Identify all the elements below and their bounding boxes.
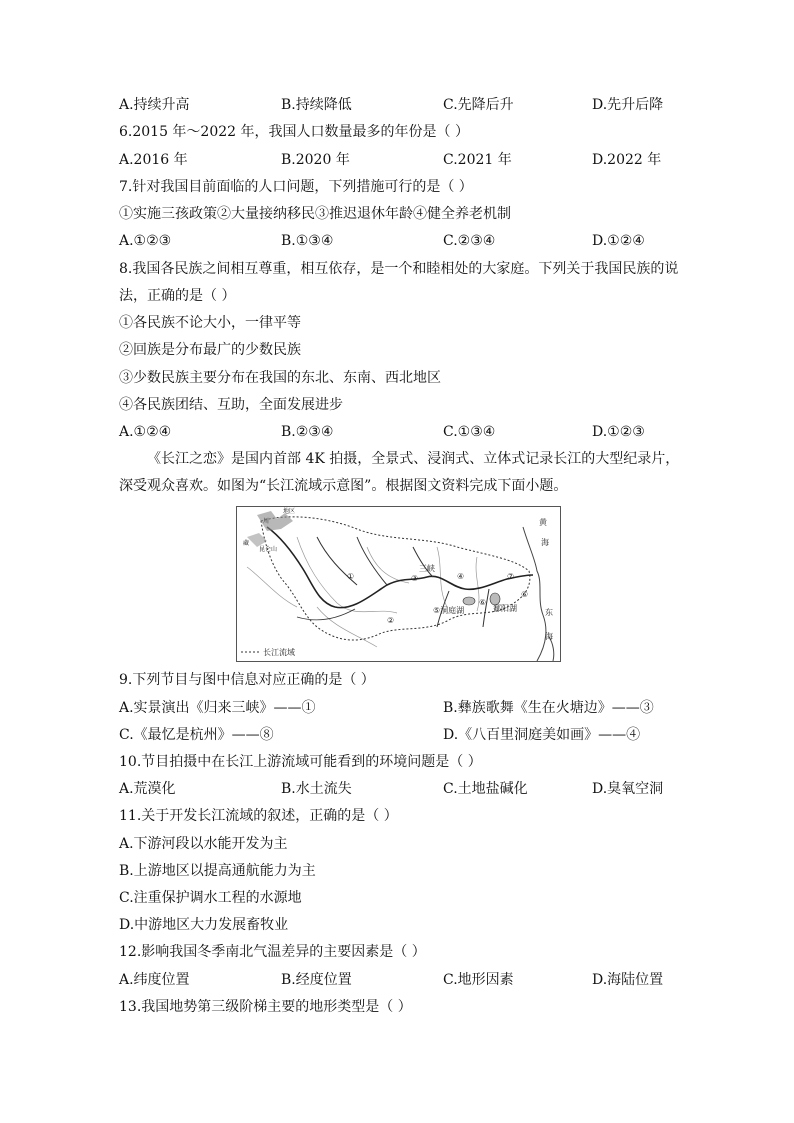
q6-option-d: D.2022 年 bbox=[592, 152, 662, 168]
q7-option-c: C.②③④ bbox=[443, 233, 496, 249]
q11-option-b: B.上游地区以提高通航能力为主 bbox=[119, 863, 316, 879]
q8-statement-1: ①各民族不论大小，一律平等 bbox=[119, 315, 301, 331]
passage-line1: 《长江之恋》是国内首部 4K 拍摄，全景式、浸润式、立体式记录长江的大型纪录片， bbox=[147, 451, 680, 467]
q12-option-b: B.经度位置 bbox=[281, 972, 352, 988]
q12-option-a: A.纬度位置 bbox=[119, 972, 190, 988]
map-label-6b: ⑥ bbox=[521, 590, 529, 599]
q6-option-c: C.2021 年 bbox=[443, 152, 512, 168]
map-label-small2: 藏 bbox=[243, 540, 250, 547]
q11-option-c: C.注重保护调水工程的水源地 bbox=[119, 890, 302, 906]
q10-option-a: A.荒漠化 bbox=[119, 781, 176, 797]
map-label-small1: 川 bbox=[263, 518, 270, 525]
q5-option-d: D.先升后降 bbox=[592, 97, 664, 113]
map-label-7: ⑦ bbox=[507, 572, 515, 581]
map-label-poyang: 鄱阳湖 bbox=[493, 604, 517, 613]
q7-option-d: D.①②④ bbox=[592, 233, 645, 249]
q8-option-d: D.①②③ bbox=[592, 424, 645, 440]
map-label-hai1: 海 bbox=[541, 538, 549, 547]
q6-option-a: A.2016 年 bbox=[119, 152, 188, 168]
map-label-4: ④ bbox=[457, 572, 465, 581]
q8-stem-line2: 法，正确的是（ ） bbox=[119, 288, 236, 304]
map-label-6a: ⑥ bbox=[479, 598, 487, 607]
q12-option-c: C.地形因素 bbox=[443, 972, 514, 988]
q8-stem-line1: 8.我国各民族之间相互尊重，相互依存，是一个和睦相处的大家庭。下列关于我国民族的说 bbox=[119, 261, 679, 277]
q11-stem: 11.关于开发长江流域的叙述，正确的是（ ） bbox=[119, 808, 398, 824]
q7-option-a: A.①②③ bbox=[119, 233, 172, 249]
map-label-sanxia: 三峡 bbox=[419, 564, 435, 573]
q10-stem: 10.节目拍摄中在长江上游流域可能看到的环境问题是（ ） bbox=[119, 754, 482, 770]
map-label-1: ① bbox=[347, 572, 355, 581]
passage-line2: 深受观众喜欢。如图为“长江流域示意图”。根据图文资料完成下面小题。 bbox=[119, 478, 568, 494]
q10-option-d: D.臭氧空洞 bbox=[592, 781, 664, 797]
q9-option-b: B.彝族歌舞《生在火塘边》——③ bbox=[443, 700, 654, 716]
q6-option-b: B.2020 年 bbox=[281, 152, 350, 168]
q11-option-d: D.中游地区大力发展畜牧业 bbox=[119, 917, 289, 933]
q8-option-b: B.②③④ bbox=[281, 424, 334, 440]
map-label-2: ② bbox=[387, 616, 395, 625]
q10-option-c: C.土地盐碱化 bbox=[443, 781, 528, 797]
map-label-3: ③ bbox=[411, 574, 419, 583]
q10-option-b: B.水土流失 bbox=[281, 781, 352, 797]
q5-option-c: C.先降后升 bbox=[443, 97, 514, 113]
q9-option-d: D.《八百里洞庭美如画》——④ bbox=[443, 727, 641, 743]
q9-option-c: C.《最忆是杭州》——⑧ bbox=[119, 727, 274, 743]
q9-option-a: A.实景演出《归来三峡》——① bbox=[119, 700, 316, 716]
q8-option-a: A.①②④ bbox=[119, 424, 172, 440]
q5-option-b: B.持续降低 bbox=[281, 97, 352, 113]
q13-stem: 13.我国地势第三级阶梯主要的地形类型是（ ） bbox=[119, 999, 412, 1015]
q5-option-a: A.持续升高 bbox=[119, 97, 190, 113]
q12-option-d: D.海陆位置 bbox=[592, 972, 664, 988]
yangtze-basin-map bbox=[236, 506, 561, 662]
map-label-dongting: ⑤洞庭湖 bbox=[433, 606, 465, 615]
q8-statement-2: ②回族是分布最广的少数民族 bbox=[119, 342, 301, 358]
q12-stem: 12.影响我国冬季南北气温差异的主要因素是（ ） bbox=[119, 944, 426, 960]
map-legend-label: 长江流域 bbox=[263, 648, 295, 657]
q8-statement-3: ③少数民族主要分布在我国的东北、东南、西北地区 bbox=[119, 370, 441, 386]
map-label-dong: 东 bbox=[545, 608, 553, 617]
q7-stem: 7.针对我国目前面临的人口问题，下列措施可行的是（ ） bbox=[119, 179, 473, 195]
q11-option-a: A.下游河段以水能开发为主 bbox=[119, 836, 288, 852]
q8-option-c: C.①③④ bbox=[443, 424, 496, 440]
map-label-hai2: 海 bbox=[545, 632, 553, 641]
map-label-small3: 昆仑山 bbox=[259, 546, 278, 553]
map-label-diqu: 地区 bbox=[283, 508, 296, 515]
map-label-huang: 黄 bbox=[539, 518, 547, 527]
q6-stem: 6.2015 年～2022 年，我国人口数量最多的年份是（ ） bbox=[119, 124, 469, 140]
q7-statement: ①实施三孩政策②大量接纳移民③推迟退休年龄④健全养老机制 bbox=[119, 206, 511, 222]
q7-option-b: B.①③④ bbox=[281, 233, 334, 249]
q8-statement-4: ④各民族团结、互助，全面发展进步 bbox=[119, 397, 343, 413]
q9-stem: 9.下列节目与图中信息对应正确的是（ ） bbox=[119, 672, 375, 688]
